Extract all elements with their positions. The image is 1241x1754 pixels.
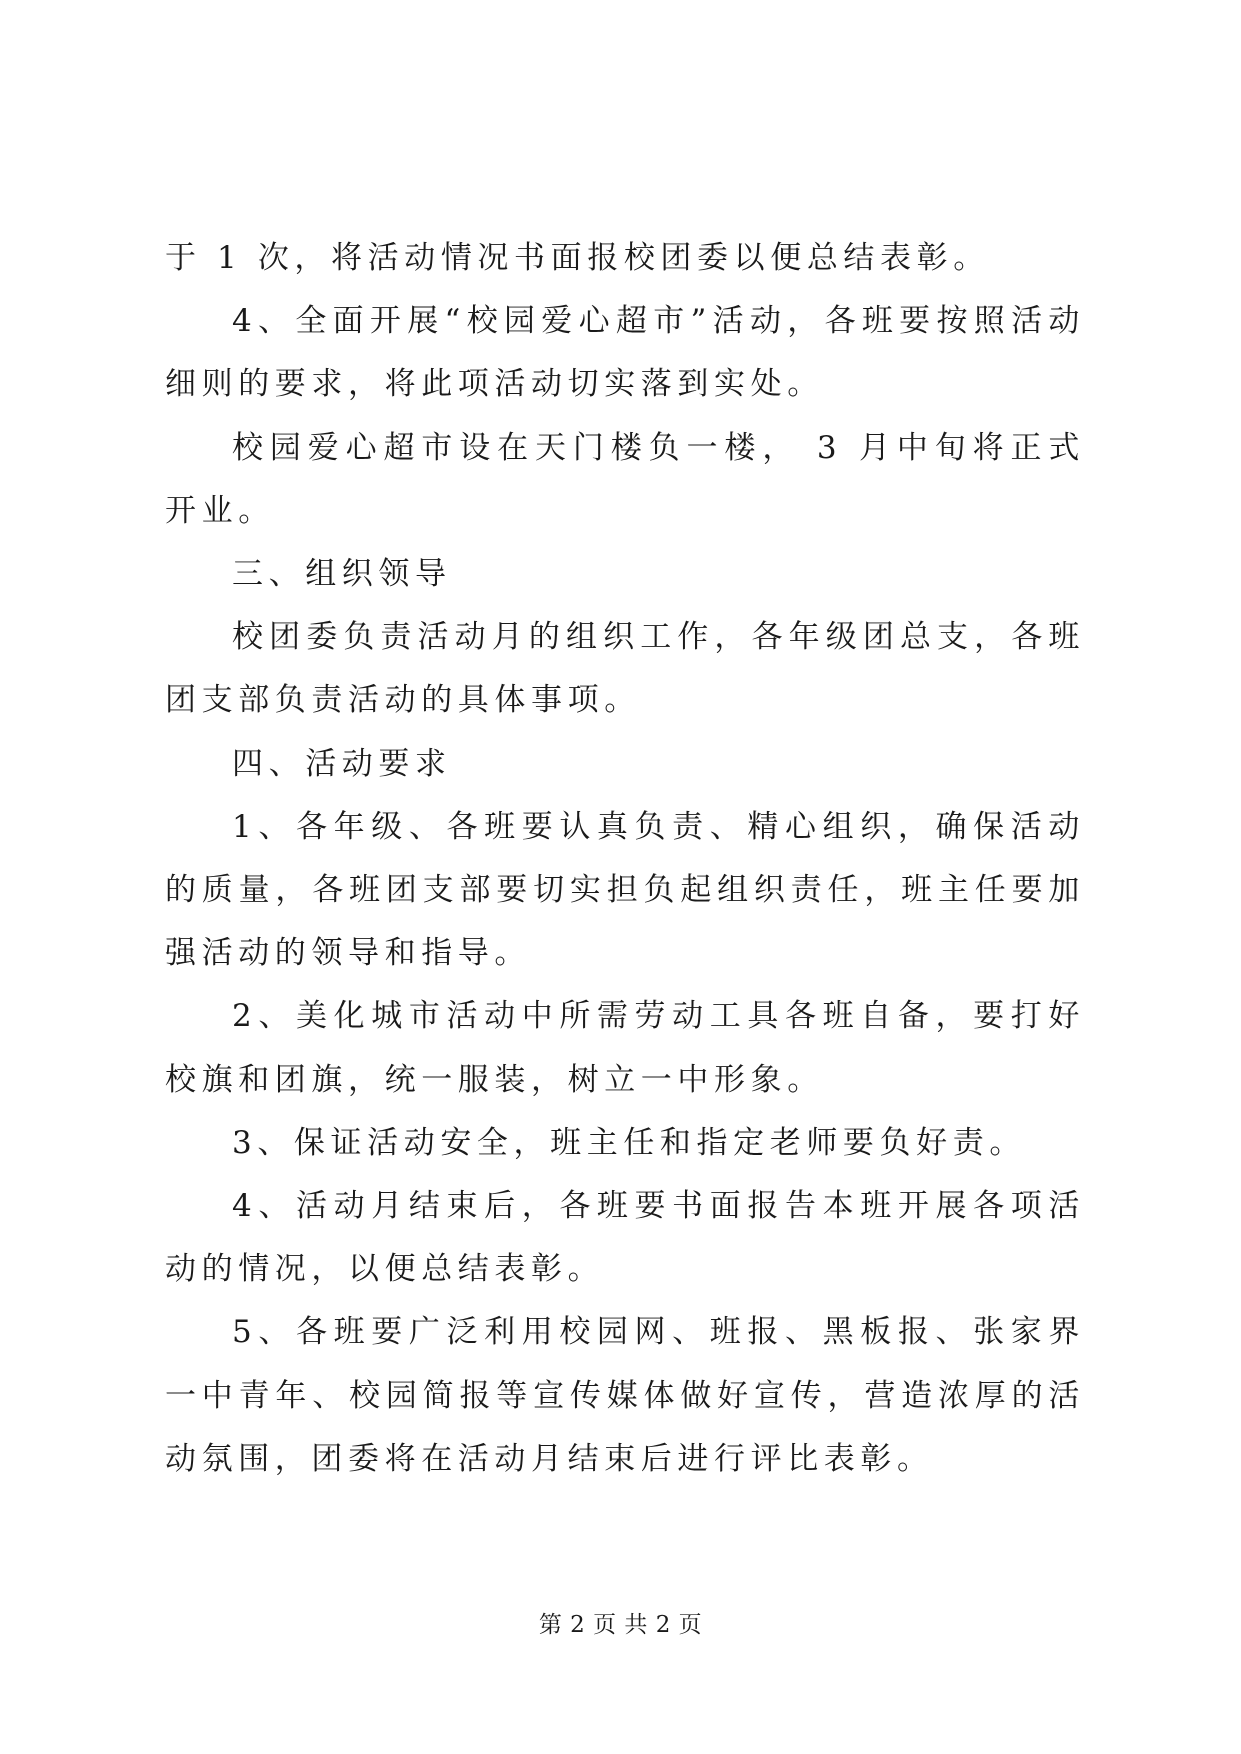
paragraph-organization: 校团委负责活动月的组织工作，各年级团总支，各班团支部负责活动的具体事项。 [165,619,1085,719]
paragraph-item-4-love-supermarket: 4、全面开展“校园爱心超市”活动，各班要按照活动细则的要求，将此项活动切实落到实处。 [165,303,1085,403]
paragraph-continuation: 于 1 次，将活动情况书面报校团委以便总结表彰。 [165,240,990,276]
requirement-item-2: 2、美化城市活动中所需劳动工具各班自备，要打好校旗和团旗，统一服装，树立一中形象。 [165,998,1085,1098]
requirement-item-4: 4、活动月结束后，各班要书面报告本班开展各项活动的情况，以便总结表彰。 [165,1188,1085,1288]
paragraph-supermarket-location: 校园爱心超市设在天门楼负一楼， 3 月中旬将正式开业。 [165,429,1085,529]
section-heading-requirements: 四、活动要求 [232,745,452,782]
requirement-item-3: 3、保证活动安全，班主任和指定老师要负好责。 [232,1124,1026,1161]
page-number-footer: 第 2 页 共 2 页 [538,1612,703,1638]
requirement-item-5: 5、各班要广泛利用校园网、班报、黑板报、张家界一中青年、校园简报等宣传媒体做好宣传，营造浓厚的活动氛围，团委将在活动月结束后进行评比表彰。 [165,1314,1085,1477]
document-body [165,227,1085,1491]
section-heading-organization: 三、组织领导 [232,556,452,593]
requirement-item-1: 1、各年级、各班要认真负责、精心组织，确保活动的质量，各班团支部要切实担负起组织责任，班主任要加强活动的领导和指导。 [165,808,1085,972]
